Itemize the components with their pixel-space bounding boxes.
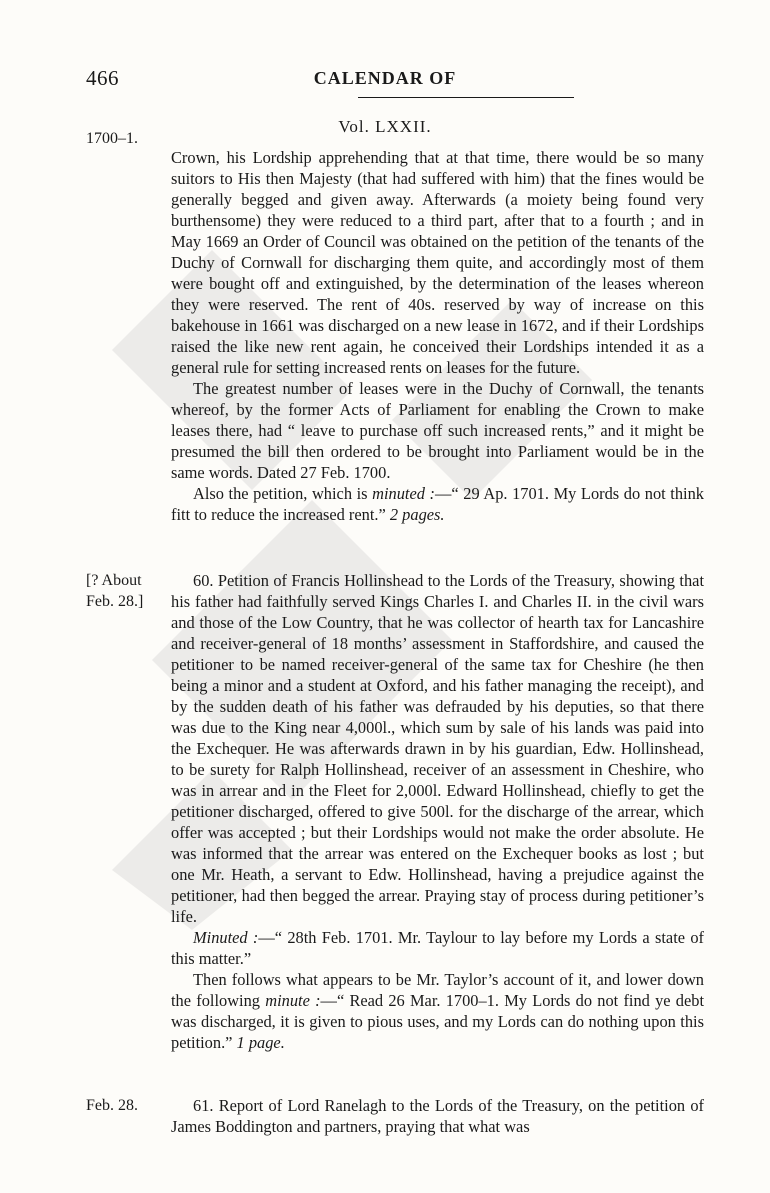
text-run: —“ Read 26 Mar. 1700–1. My Lords do not find ye debt was discharged, it is given to pious uses, and my Lords can do nothing upon this petition.” bbox=[171, 991, 705, 1052]
paragraph-also-petition bbox=[171, 483, 704, 525]
italic-pages: 2 pages. bbox=[389, 505, 445, 524]
margin-about-line1: [? About bbox=[86, 572, 142, 589]
text-run: Also the petition, which is bbox=[193, 484, 373, 503]
page-number: 466 bbox=[86, 66, 119, 90]
page-title: CALENDAR OF bbox=[313, 68, 457, 88]
margin-feb28: Feb. 28. bbox=[86, 1097, 138, 1114]
paragraph-minuted-taylour bbox=[171, 927, 704, 969]
italic-minute: minute : bbox=[265, 991, 321, 1010]
italic-minuted: Minuted : bbox=[193, 928, 259, 947]
text-run: —“ 28th Feb. 1701. Mr. Taylour to lay before my Lords a state of this matter.” bbox=[171, 928, 704, 968]
paragraph-crown: Crown, his Lordship apprehending that at that time, there would be so many suitors to His then Majesty (that had suffered with him) that the fines would be generally begged and given away. Afterwards (a moiety being found very burthensome) they were reduced to a third part, after that to a fourth ; and in May 1669 an Order of Council was obtained on the petition of the tenants of the Duchy of Cornwall for discharging them quite, and accordingly most of them were bought off and extinguished, by the determination of the leases whereon they were reserved. The rent of 40s. reserved by way of increase on this bakehouse in 1661 was discharged on a new lease in 1672, and if their Lordships raised the like new rent again, he conceived their Lordships intended it as a general rule for setting increased rents on leases for the future. bbox=[171, 148, 704, 377]
margin-year: 1700–1. bbox=[86, 130, 138, 147]
entry-60 bbox=[171, 570, 704, 1053]
paragraph-duchy-leases: The greatest number of leases were in the Duchy of Cornwall, the tenants whereof, by the former Acts of Parliament for enabling the Crown to make leases there, had “ leave to purchase off such increased rents,” and it might be presumed the bill then ordered to be brought into Parliament would be in the same words. Dated 27 Feb. 1700. bbox=[171, 379, 704, 482]
paragraph-taylor-account bbox=[171, 969, 704, 1053]
header-rule bbox=[358, 97, 574, 98]
text-run: Then follows what appears to be Mr. Taylor’s account of it, and lower down the following bbox=[171, 970, 704, 1010]
entry-61 bbox=[171, 1095, 704, 1137]
margin-about-line2: Feb. 28.] bbox=[86, 593, 144, 610]
italic-pages: 1 page. bbox=[236, 1033, 285, 1052]
paragraph-hollinshead-petition: 60. Petition of Francis Hollinshead to the Lords of the Treasury, showing that his father had faithfully served Kings Charles I. and Charles II. in the civil wars and those of the Low Country, that he was collector of hearth tax for Lancashire and receiver-general of 18 months’ assessment in Staffordshire, and caused the petitioner to be named receiver-general of the same tax for Cheshire (he then being a minor and a student at Oxford, and his father managing the receipt), and by the sudden death of his father was defrauded by his deputies, so that there was due to the King near 4,000l., which sum by sale of his lands was paid into the Exchequer. He was afterwards drawn in by his guardian, Edw. Hollinshead, to be surety for Ralph Hollinshead, receiver of an assessment in Cheshire, who was in arrear and in the Fleet for 2,000l. Edward Hollinshead, chiefly to get the petitioner discharged, offered to give 500l. for the discharge of the arrear, which offer was accepted ; but their Lordships would not make the order absolute. He was informed that the arrear was entered on the Exchequer books as lost ; but one Mr. Heath, a servant to Edw. Hollinshead, having a prejudice against the petitioner, had then begged the arrear. Praying stay of process during petitioner’s life. bbox=[171, 571, 704, 926]
volume-heading: Vol. LXXII. bbox=[338, 117, 432, 136]
text-run: —“ 29 Ap. 1701. My Lords do not think fitt to reduce the increased rent.” bbox=[171, 484, 704, 524]
italic-minuted: minuted : bbox=[372, 484, 436, 503]
paragraph-continuation bbox=[171, 147, 704, 525]
paragraph-ranelagh-report: 61. Report of Lord Ranelagh to the Lords of the Treasury, on the petition of James Boddington and partners, praying that what was bbox=[171, 1096, 704, 1136]
